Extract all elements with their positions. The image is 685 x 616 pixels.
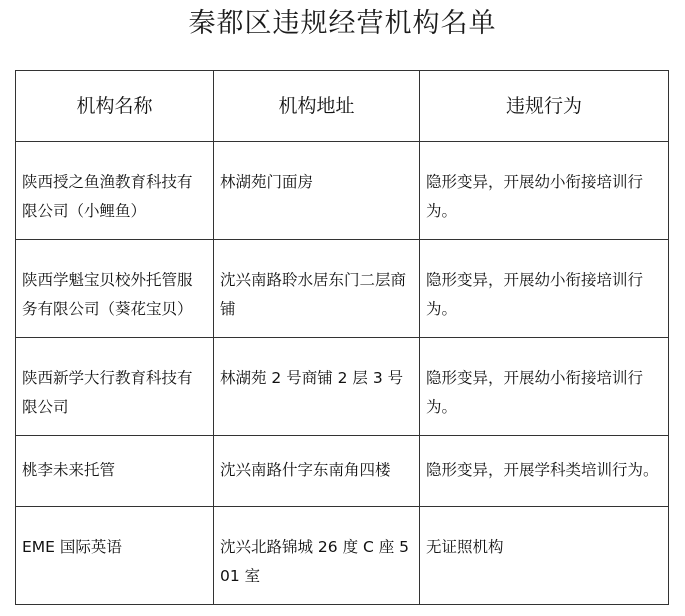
- header-name: 机构名称: [16, 71, 214, 142]
- cell-name: EME 国际英语: [16, 507, 214, 605]
- cell-violation: 隐形变异，开展幼小衔接培训行为。: [420, 142, 669, 240]
- table-row: [16, 240, 669, 338]
- cell-violation: 无证照机构: [420, 507, 669, 605]
- cell-name: 陕西新学大行教育科技有限公司: [16, 338, 214, 436]
- violation-table: [15, 70, 669, 605]
- cell-name: 陕西学魁宝贝校外托管服务有限公司（葵花宝贝）: [16, 240, 214, 338]
- table-row: [16, 338, 669, 436]
- cell-address: 林湖苑 2 号商铺 2 层 3 号: [214, 338, 420, 436]
- cell-address: 沈兴南路什字东南角四楼: [214, 436, 420, 507]
- header-address: 机构地址: [214, 71, 420, 142]
- table-header-row: [16, 71, 669, 142]
- cell-name: 陕西授之鱼渔教育科技有限公司（小鲤鱼）: [16, 142, 214, 240]
- cell-address: 沈兴南路聆水居东门二层商铺: [214, 240, 420, 338]
- cell-name: 桃李未来托管: [16, 436, 214, 507]
- table-row: [16, 142, 669, 240]
- cell-violation: 隐形变异，开展幼小衔接培训行为。: [420, 240, 669, 338]
- document-title: 秦都区违规经营机构名单: [188, 8, 497, 39]
- cell-violation: 隐形变异，开展学科类培训行为。: [420, 436, 669, 507]
- cell-address: 林湖苑门面房: [214, 142, 420, 240]
- cell-violation: 隐形变异，开展幼小衔接培训行为。: [420, 338, 669, 436]
- cell-address: 沈兴北路锦城 26 度 C 座 501 室: [214, 507, 420, 605]
- header-violation: 违规行为: [420, 71, 669, 142]
- table-row: [16, 436, 669, 507]
- table-row: [16, 507, 669, 605]
